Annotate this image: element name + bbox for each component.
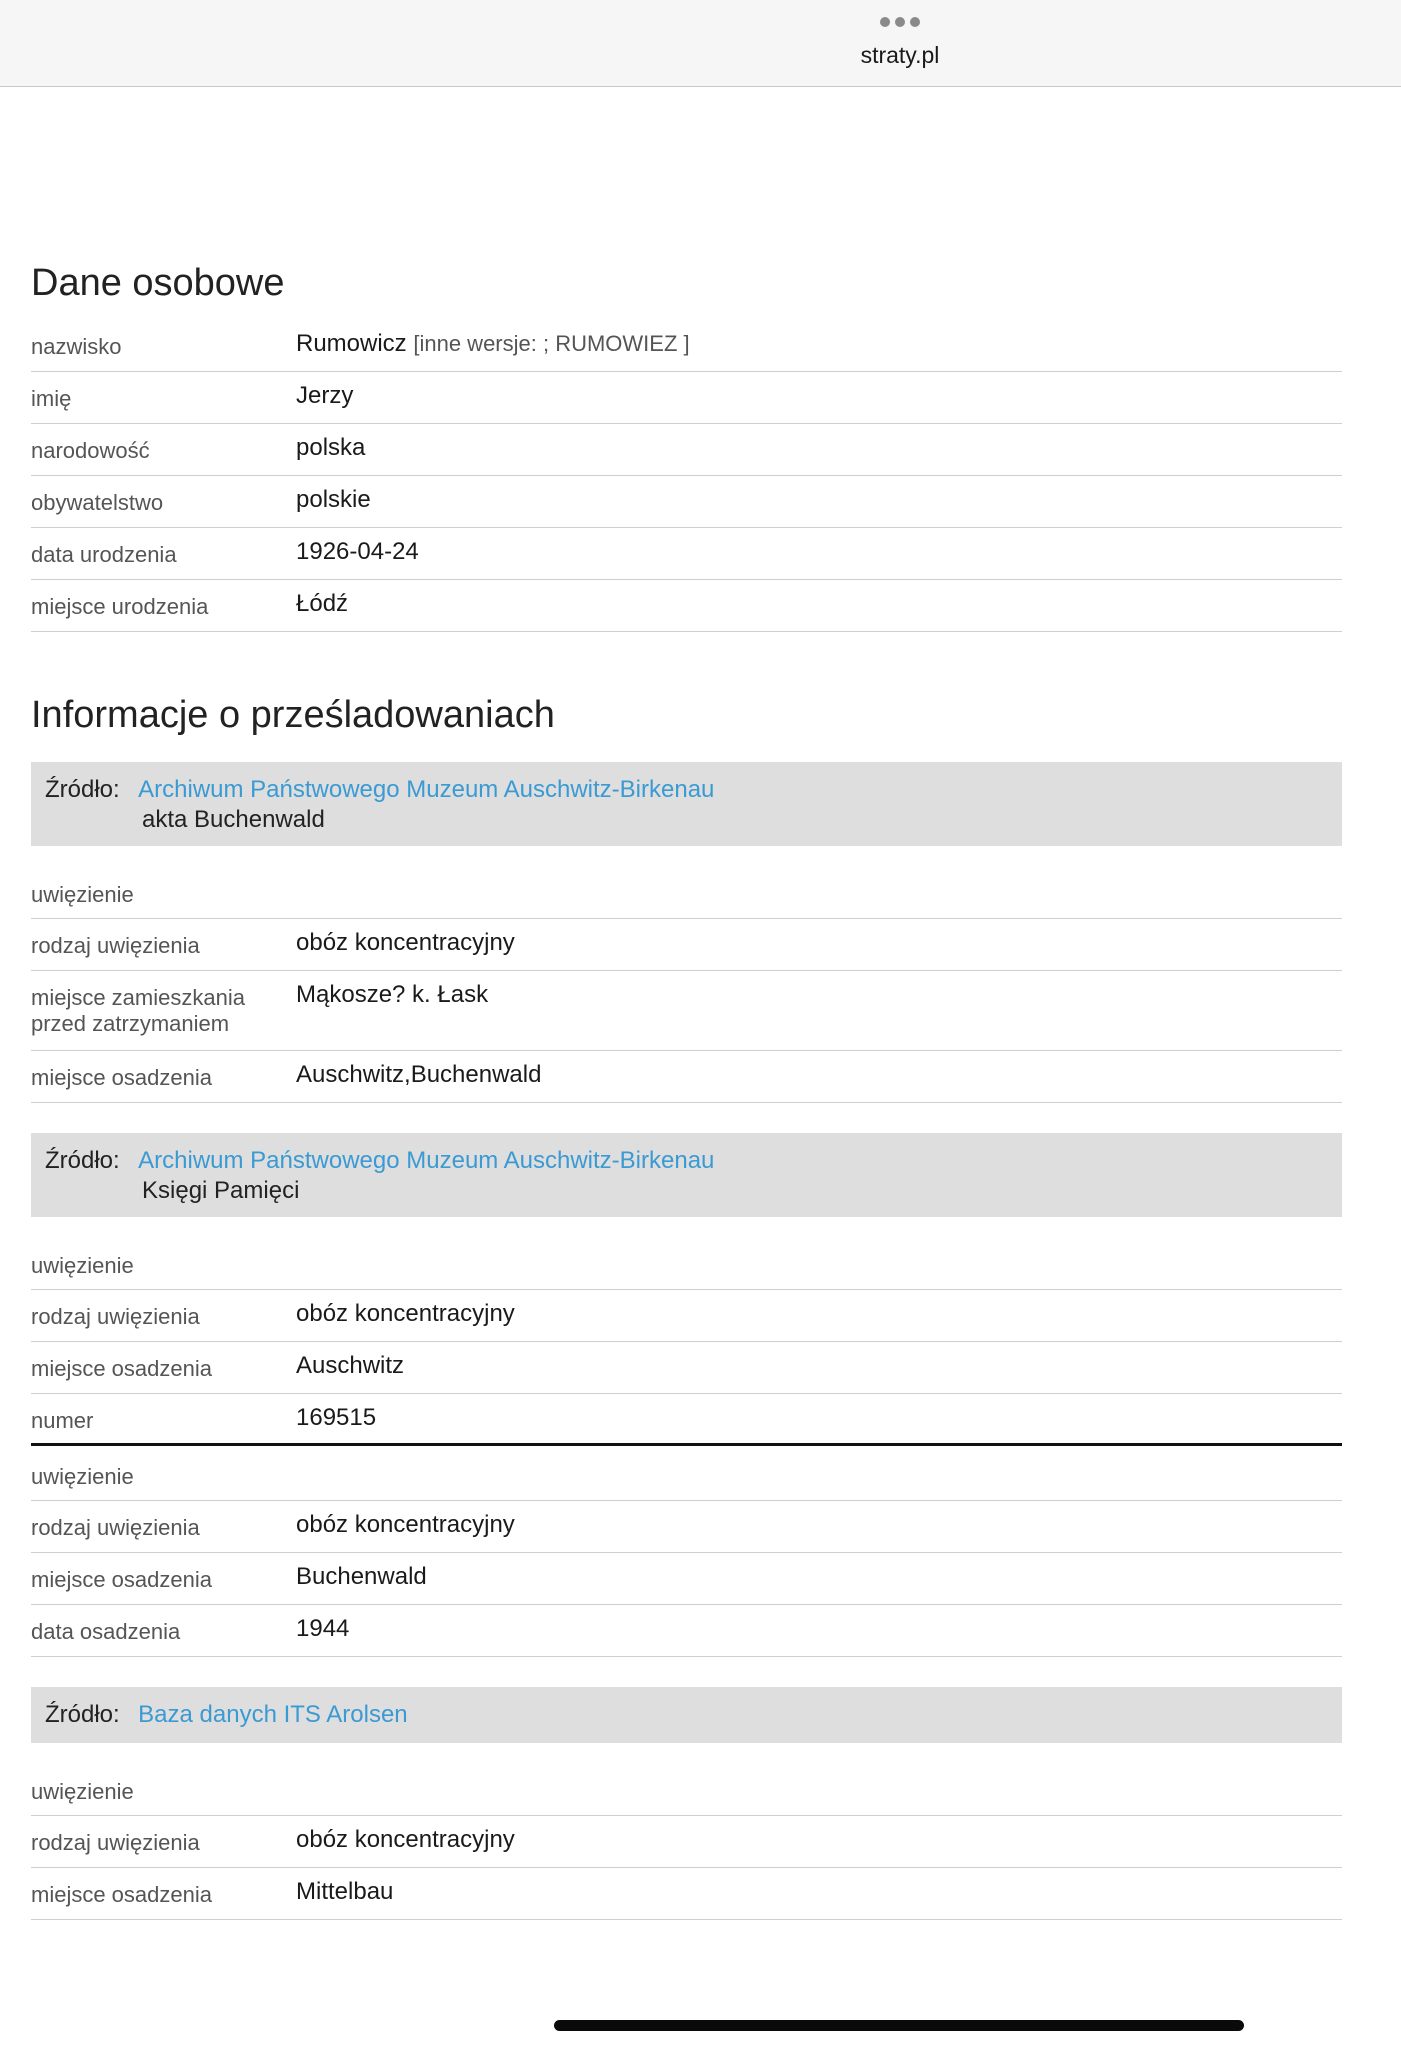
source-link[interactable]: Archiwum Państwowego Muzeum Auschwitz-Birkenau [138,1147,715,1174]
info-row [31,1605,1342,1657]
row-value: Jerzy [296,382,354,409]
row-value: 169515 [296,1404,377,1431]
surname-alternatives: [inne wersje: ; RUMOWIEZ ] [413,331,690,356]
source-box [31,1687,1342,1743]
info-row-data-urodzenia [31,528,1342,580]
page-content [31,260,1342,1920]
row-value: polska [296,434,366,461]
row-label: miejsce osadzenia [31,1356,212,1381]
row-value: 1926-04-24 [296,538,419,565]
home-indicator[interactable] [554,2020,1244,2031]
source-link[interactable]: Archiwum Państwowego Muzeum Auschwitz-Birkenau [138,776,715,803]
row-label: miejsce osadzenia [31,1567,212,1592]
row-label: narodowość [31,438,150,463]
source-label: Źródło: [45,1701,120,1728]
row-value: obóz koncentracyjny [296,1826,515,1853]
info-row [31,1051,1342,1103]
row-value: obóz koncentracyjny [296,1511,515,1538]
row-value: 1944 [296,1615,350,1642]
imprisonment-heading: uwięzienie [31,1769,1342,1816]
more-dots-icon[interactable] [876,17,924,29]
row-label: miejsce osadzenia [31,1882,212,1907]
info-row-miejsce-urodzenia [31,580,1342,632]
info-row [31,1868,1342,1920]
info-row [31,1501,1342,1553]
source-label: Źródło: [45,1147,120,1174]
imprisonment-heading: uwięzienie [31,872,1342,919]
browser-top-bar [0,0,1401,87]
row-label: data urodzenia [31,542,177,567]
info-row-imie [31,372,1342,424]
info-row [31,919,1342,971]
row-label: obywatelstwo [31,490,164,515]
row-label: numer [31,1408,94,1433]
info-row-narodowosc [31,424,1342,476]
row-value: obóz koncentracyjny [296,1300,515,1327]
info-row-obywatelstwo [31,476,1342,528]
row-label: rodzaj uwięzienia [31,933,200,958]
info-row [31,1553,1342,1605]
row-label: rodzaj uwięzienia [31,1830,200,1855]
imprisonment-heading: uwięzienie [31,1446,1342,1501]
row-label: imię [31,386,72,411]
info-row-nazwisko [31,320,1342,372]
personal-data-title: Dane osobowe [31,262,285,304]
row-value: polskie [296,486,371,513]
info-row [31,1342,1342,1394]
surname-value: Rumowicz [296,330,407,357]
source-box [31,1133,1342,1217]
url-label[interactable]: straty.pl [860,42,940,68]
row-value: Auschwitz,Buchenwald [296,1061,542,1088]
source-subtitle: akta Buchenwald [142,806,325,833]
source-link[interactable]: Baza danych ITS Arolsen [138,1701,408,1728]
source-label: Źródło: [45,776,120,803]
row-label: miejsce osadzenia [31,1065,212,1090]
source-box [31,762,1342,846]
row-value: Buchenwald [296,1563,427,1590]
row-value: Auschwitz [296,1352,405,1379]
source-subtitle: Księgi Pamięci [142,1177,300,1204]
info-row [31,1394,1342,1446]
imprisonment-heading: uwięzienie [31,1243,1342,1290]
row-label: rodzaj uwięzienia [31,1515,200,1540]
row-value: Mittelbau [296,1878,394,1905]
info-row [31,971,1342,1051]
persecution-title: Informacje o prześladowaniach [31,694,555,736]
row-label: miejsce urodzenia [31,594,209,619]
info-row [31,1816,1342,1868]
row-label: data osadzenia [31,1619,181,1644]
row-value: obóz koncentracyjny [296,929,515,956]
row-value: Mąkosze? k. Łask [296,981,489,1008]
row-label: miejsce zamieszkania przed zatrzymaniem [31,985,245,1036]
row-value [296,330,1342,371]
row-label: nazwisko [31,334,122,359]
row-label: rodzaj uwięzienia [31,1304,200,1329]
info-row [31,1290,1342,1342]
row-value: Łódź [296,590,349,617]
